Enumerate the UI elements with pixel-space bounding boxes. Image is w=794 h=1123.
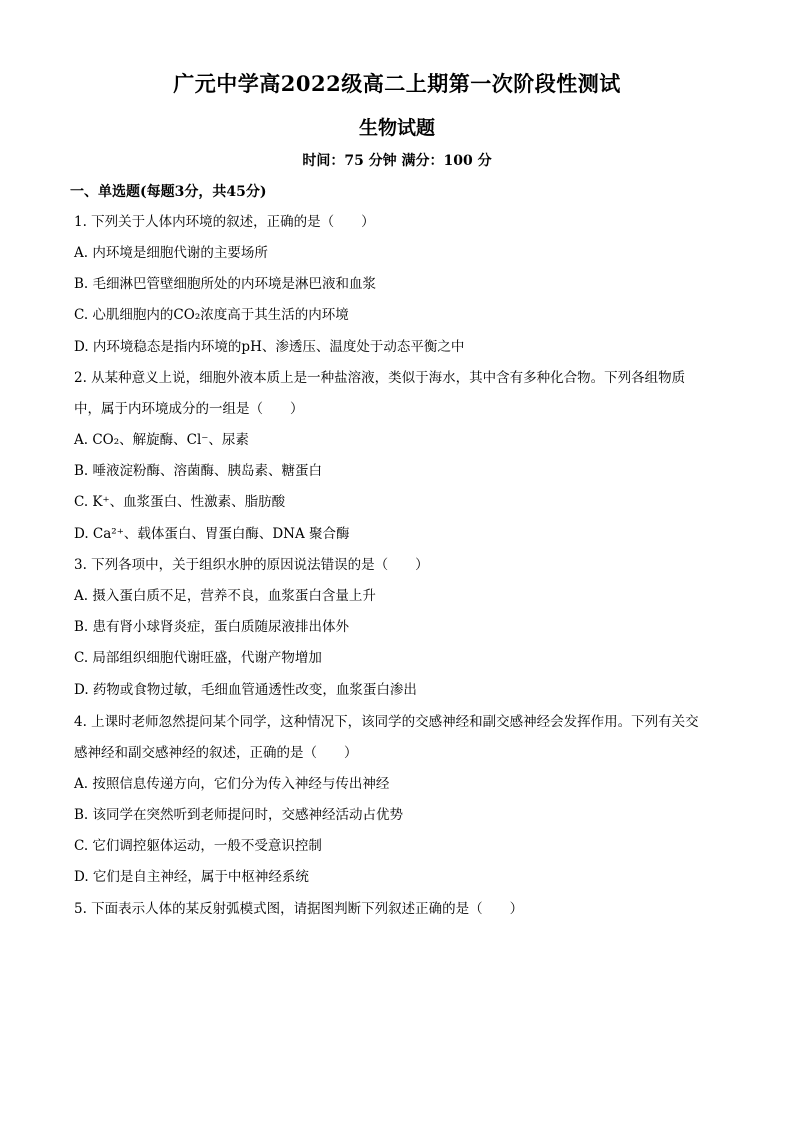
question-4-option-b: B. 该同学在突然听到老师提问时，交感神经活动占优势 [74,807,404,823]
question-1-option-c: C. 心肌细胞内的CO₂浓度高于其生活的内环境 [74,307,349,323]
page-title: 广元中学高2022级高二上期第一次阶段性测试 [173,71,621,96]
question-3-option-c: C. 局部组织细胞代谢旺盛，代谢产物增加 [74,650,322,666]
question-2-option-a: A. CO₂、解旋酶、Cl⁻、尿素 [74,432,249,448]
section-heading: 一、单选题(每题3分，共45分) [70,184,267,200]
question-4-option-c: C. 它们调控躯体运动，一般不受意识控制 [74,838,322,854]
question-2-stem-line-1: 2. 从某种意义上说，细胞外液本质上是一种盐溶液，类似于海水，其中含有多种化合物。下列各组物质 [74,370,686,386]
question-4-option-d: D. 它们是自主神经，属于中枢神经系统 [74,869,309,885]
question-5-stem: 5. 下面表示人体的某反射弧模式图，请据图判断下列叙述正确的是（ ） [74,901,524,917]
question-1-option-d: D. 内环境稳态是指内环境的pH、渗透压、温度处于动态平衡之中 [74,339,465,355]
subject-title: 生物试题 [358,117,435,139]
question-2-stem-line-2: 中，属于内环境成分的一组是（ ） [74,401,304,417]
question-2-option-d: D. Ca²⁺、载体蛋白、胃蛋白酶、DNA 聚合酶 [74,526,350,542]
question-1-option-a: A. 内环境是细胞代谢的主要场所 [74,245,268,261]
question-4-stem-line-1: 4. 上课时老师忽然提问某个同学，这种情况下，该同学的交感神经和副交感神经会发挥作用。下列有关交 [74,714,699,730]
question-3-option-b: B. 患有肾小球肾炎症，蛋白质随尿液排出体外 [74,619,350,635]
question-2-option-b: B. 唾液淀粉酶、溶菌酶、胰岛素、糖蛋白 [74,463,323,479]
exam-meta: 时间：75 分钟 满分：100 分 [302,153,492,169]
question-4-option-a: A. 按照信息传递方向，它们分为传入神经与传出神经 [74,776,390,792]
question-1-option-b: B. 毛细淋巴管壁细胞所处的内环境是淋巴液和血浆 [74,276,377,292]
question-2-option-c: C. K⁺、血浆蛋白、性激素、脂肪酸 [74,494,286,510]
question-3-stem: 3. 下列各项中，关于组织水肿的原因说法错误的是（ ） [74,557,429,573]
question-1-stem: 1. 下列关于人体内环境的叙述，正确的是（ ） [74,214,375,230]
question-3-option-a: A. 摄入蛋白质不足，营养不良，血浆蛋白含量上升 [74,588,376,604]
question-3-option-d: D. 药物或食物过敏，毛细血管通透性改变，血浆蛋白渗出 [74,682,417,698]
question-4-stem-line-2: 感神经和副交感神经的叙述，正确的是（ ） [74,745,358,761]
